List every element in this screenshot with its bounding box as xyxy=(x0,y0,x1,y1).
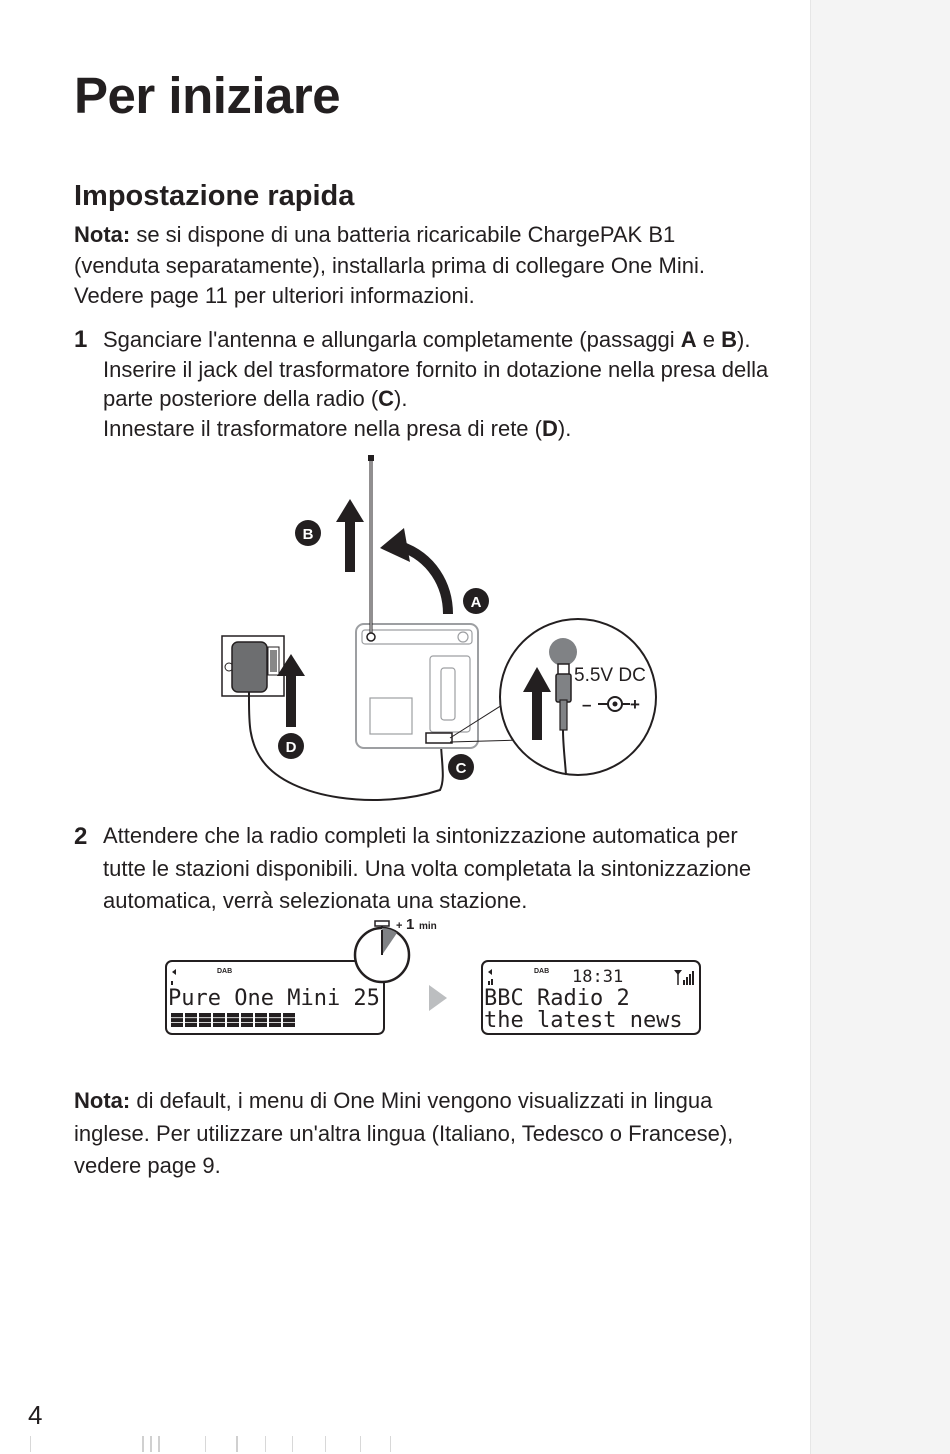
clock-display: 18:31 xyxy=(572,967,624,987)
svg-text:+: + xyxy=(396,920,403,932)
arrow-b xyxy=(336,499,364,572)
progress-block xyxy=(283,1013,295,1027)
timer-icon xyxy=(355,916,437,982)
timer-value: 1 xyxy=(406,916,415,933)
note-text-line: Vedere page 11 per ulteriori informazioni. xyxy=(74,283,475,308)
display-scanning xyxy=(166,961,384,1034)
progress-block xyxy=(185,1013,197,1027)
svg-text:B: B xyxy=(302,526,314,543)
setup-illustration xyxy=(200,450,670,805)
progress-block xyxy=(269,1013,281,1027)
svg-text:D: D xyxy=(285,739,297,756)
label-d xyxy=(278,733,304,759)
progress-block xyxy=(241,1013,253,1027)
label-c xyxy=(448,754,474,780)
section-heading: Impostazione rapida xyxy=(74,180,355,212)
page-number: 4 xyxy=(28,1400,43,1430)
dab-indicator: DAB xyxy=(217,968,233,975)
page-margin-strip xyxy=(810,0,950,1454)
note-label: Nota: xyxy=(74,1088,131,1113)
display-tuned xyxy=(482,961,700,1034)
display-line-2: the latest news xyxy=(484,1008,683,1033)
progress-block xyxy=(255,1013,267,1027)
page-title: Per iniziare xyxy=(74,67,341,124)
note-paragraph-battery xyxy=(74,220,794,312)
note-paragraph-language: Nota: di default, i menu di One Mini vengono visualizzati in lingua inglese. Per utilizzare un'altra lingua (Italiano, Tedesco o Francese), vedere page 9. xyxy=(74,1088,734,1178)
progress-block xyxy=(199,1013,211,1027)
step-1-text: Sganciare l'antenna e allungarla completamente (passaggi A e B). Inserire il jack del trasformatore fornito in dotazione nella presa della parte posteriore della radio (C). Innestare il trasformatore nella presa di rete (D). xyxy=(103,327,769,441)
display-line-1: Pure One Mini 25 xyxy=(168,986,380,1011)
note-text-line: (venduta separatamente), installarla prima di collegare One Mini. xyxy=(74,252,705,278)
dab-indicator: DAB xyxy=(534,968,550,975)
svg-text:C: C xyxy=(455,760,467,777)
step-number-1: 1 xyxy=(74,326,88,353)
radio-back xyxy=(356,624,520,748)
note-label: Nota: xyxy=(74,222,131,247)
arrow-a xyxy=(380,528,448,614)
dc-socket-detail xyxy=(500,619,656,775)
footer-print-marks xyxy=(0,1432,810,1454)
next-arrow-icon xyxy=(429,985,447,1011)
note-text-line: se si dispone di una batteria ricaricabile ChargePAK B1 xyxy=(130,222,676,247)
display-line-1: BBC Radio 2 xyxy=(484,986,630,1011)
svg-text:A: A xyxy=(470,594,482,611)
progress-block xyxy=(213,1013,225,1027)
antenna xyxy=(367,455,375,641)
label-b xyxy=(295,520,321,546)
progress-block xyxy=(227,1013,239,1027)
label-a xyxy=(463,588,489,614)
progress-block xyxy=(171,1013,183,1027)
step-2-text: Attendere che la radio completi la sintonizzazione automatica per tutte le stazioni disponibili. Una volta completata la sintonizzazione automatica, verrà selezionata una stazione. xyxy=(103,823,752,913)
dc-voltage-label: 5.5V DC xyxy=(574,665,646,686)
display-illustration xyxy=(160,912,710,1042)
polarity-plus: + xyxy=(630,695,640,714)
timer-unit: min xyxy=(419,921,437,932)
step-number-2: 2 xyxy=(74,823,88,850)
scan-progress-bar xyxy=(171,1013,295,1027)
polarity-minus: – xyxy=(582,695,592,714)
